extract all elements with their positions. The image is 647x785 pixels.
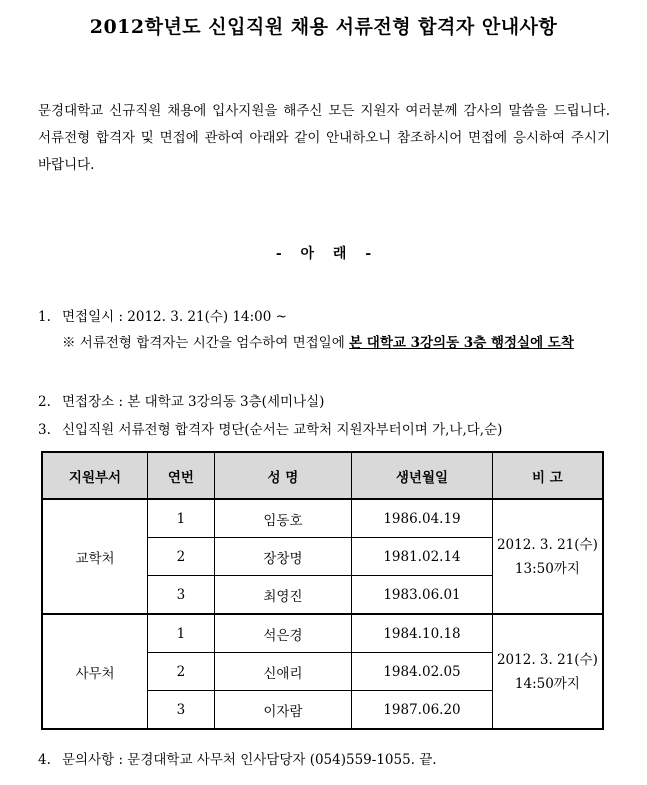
page-title: 2012학년도 신입직원 채용 서류전형 합격자 안내사항 <box>89 16 558 38</box>
section-heading: - 아 래 - <box>275 246 372 262</box>
item-number: 2. <box>38 394 51 410</box>
item-interview-place <box>38 390 324 410</box>
birth-cell: 1987.06.20 <box>352 691 493 730</box>
applicant-table <box>41 451 604 730</box>
name-cell: 장창명 <box>214 538 351 576</box>
table-row <box>42 499 603 538</box>
note-cell <box>492 499 603 614</box>
birth-cell: 1983.06.01 <box>352 576 493 615</box>
item-number: 3. <box>38 422 51 438</box>
no-cell: 3 <box>148 691 215 730</box>
intro-paragraph: 문경대학교 신규직원 채용에 입사지원을 해주신 모든 지원자 여러분께 감사의 말씀을 드립니다. 서류전형 합격자 및 면접에 관하여 아래와 같이 안내하오니 참조하시어 면접에 응시하여 주시기 바랍니다. <box>38 103 610 173</box>
table-row <box>42 614 603 653</box>
dept-cell: 사무처 <box>42 614 148 729</box>
note-cell <box>492 614 603 729</box>
note-time: 14:50까지 <box>514 675 580 692</box>
note-time: 13:50까지 <box>514 560 580 577</box>
name-cell: 신애리 <box>214 653 351 691</box>
item-list-title <box>38 418 502 438</box>
dept-cell: 교학처 <box>42 499 148 614</box>
no-cell: 2 <box>148 653 215 691</box>
note-date: 2012. 3. 21(수) <box>496 536 598 553</box>
name-cell: 임동호 <box>214 499 351 538</box>
no-cell: 1 <box>148 499 215 538</box>
item-text: 신입직원 서류전형 합격자 명단(순서는 교학처 지원자부터이며 가,나,다,순) <box>62 422 503 438</box>
birth-cell: 1984.02.05 <box>352 653 493 691</box>
item-text: 면접일시 : 2012. 3. 21(수) 14:00 ~ <box>62 309 287 325</box>
table-header-row <box>42 452 603 499</box>
header-birth: 생년월일 <box>352 452 493 499</box>
item-number: 1. <box>38 309 51 325</box>
note-emphasis: 본 대학교 3강의동 3층 행정실에 도착 <box>349 335 574 351</box>
name-cell: 이자람 <box>214 691 351 730</box>
header-name: 성 명 <box>214 452 351 499</box>
name-cell: 석은경 <box>214 614 351 653</box>
header-dept: 지원부서 <box>42 452 148 499</box>
name-cell: 최영진 <box>214 576 351 615</box>
no-cell: 2 <box>148 538 215 576</box>
birth-cell: 1981.02.14 <box>352 538 493 576</box>
item-text: 면접장소 : 본 대학교 3강의동 3층(세미나실) <box>62 394 325 410</box>
item-interview-date <box>38 305 287 325</box>
note-prefix: ※ 서류전형 합격자는 시간을 엄수하여 면접일에 <box>62 335 350 351</box>
note-date: 2012. 3. 21(수) <box>496 651 598 668</box>
birth-cell: 1984.10.18 <box>352 614 493 653</box>
no-cell: 1 <box>148 614 215 653</box>
birth-cell: 1986.04.19 <box>352 499 493 538</box>
arrival-note <box>62 330 610 356</box>
header-no: 연번 <box>148 452 215 499</box>
item-contact <box>38 748 437 768</box>
item-text: 문의사항 : 문경대학교 사무처 인사담당자 (054)559-1055. 끝. <box>62 752 437 768</box>
no-cell: 3 <box>148 576 215 615</box>
header-note: 비 고 <box>492 452 603 499</box>
item-number: 4. <box>38 752 51 768</box>
